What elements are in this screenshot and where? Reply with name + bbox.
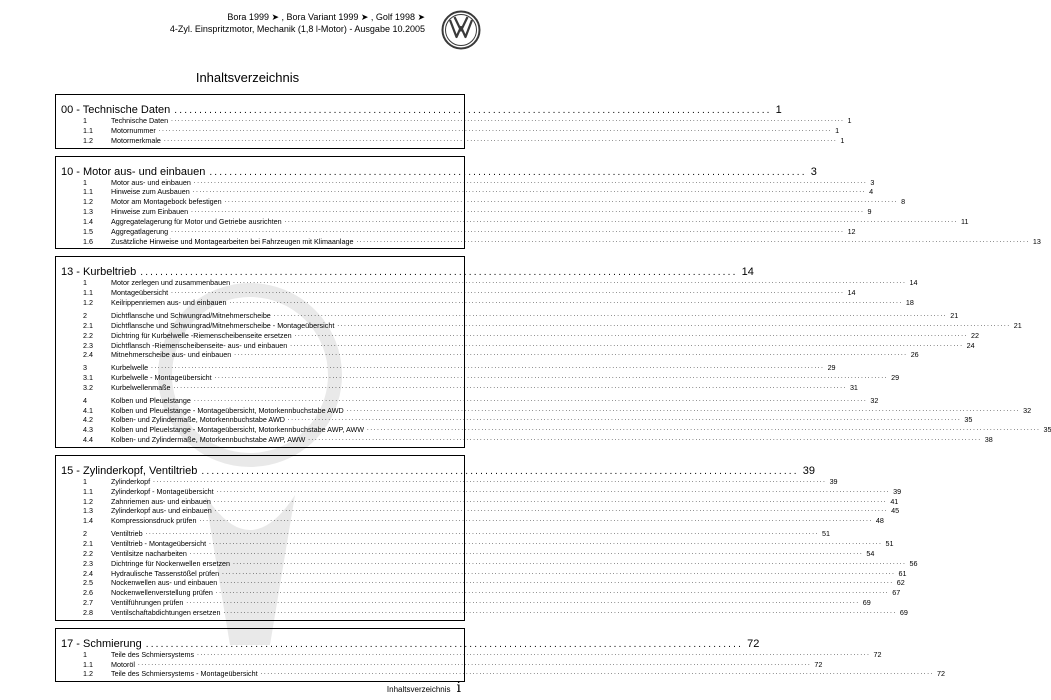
leader-dots: ........................................................................................................................................................................................................ <box>294 331 968 338</box>
leader-dots: ........................................................................................................................................................................................................ <box>337 321 1011 328</box>
entry-number: 4.2 <box>83 415 93 425</box>
footer-label: Inhaltsverzeichnis <box>386 685 451 694</box>
toc-entry[interactable] <box>56 598 871 608</box>
leader-dots: ........................................................................................................................................................................................................ <box>308 436 982 443</box>
leader-dots: ........................................................................................................................................................................................................ <box>158 126 833 133</box>
section-title: 17 - Schmierung <box>61 637 142 650</box>
leader-dots: ........................................................................................................................................................................................................ <box>233 279 907 286</box>
entry-number: 1.1 <box>83 288 93 298</box>
entry-title: Zahnriemen aus- und einbauen <box>111 496 211 506</box>
entry-number: 1.5 <box>83 226 93 236</box>
leader-dots: ........................................................................................................................................................................................................ <box>171 117 845 123</box>
footer-page-number: i <box>456 680 461 696</box>
entry-title: Kolben und Pleuelstange - Montageübersicht, Motorkennbuchstabe AWP, AWW <box>111 425 365 435</box>
entry-page: 3 <box>870 177 875 187</box>
entry-page: 69 <box>899 607 908 617</box>
entry-number: 1.6 <box>83 236 93 246</box>
leader-dots: ........................................................................................................................................................................................................ <box>290 341 964 348</box>
leader-dots: ........................................................................................................................................................................................................ <box>186 599 860 606</box>
leader-dots: ........................................................................................................................................................................................................ <box>197 650 871 657</box>
entry-number: 1.2 <box>83 496 93 506</box>
entry-title: Mitnehmerscheibe aus- und einbauen <box>111 350 232 360</box>
section-page: 14 <box>741 266 754 279</box>
toc-entry[interactable] <box>56 486 902 497</box>
toc-entry[interactable] <box>56 330 979 341</box>
leader-dots: ........................................................................................................................................................................................................ <box>189 549 864 556</box>
entry-page: 1 <box>840 135 845 145</box>
entry-title: Hydraulische Tassenstößel prüfen <box>111 568 220 578</box>
entry-title: Kurbelwelle <box>111 363 149 373</box>
toc-entry[interactable] <box>56 310 959 321</box>
entry-number: 4.4 <box>83 435 93 445</box>
entry-title: Dichtringe für Nockenwellen ersetzen <box>111 558 231 568</box>
toc-section-heading[interactable] <box>56 95 782 116</box>
entry-number: 2.3 <box>83 340 93 350</box>
entry-page: 26 <box>910 350 919 360</box>
toc-entry[interactable] <box>56 226 856 237</box>
entry-title: Dichtflansche und Schwungrad/Mitnehmerscheibe - Montageübersicht <box>111 320 335 330</box>
entry-page: 51 <box>821 529 830 539</box>
entry-title: Nockenwellen aus- und einbauen <box>111 578 218 588</box>
toc-entry[interactable] <box>56 578 905 588</box>
toc-entry[interactable] <box>56 529 830 539</box>
section-title: 15 - Zylinderkopf, Ventiltrieb <box>61 464 198 477</box>
leader-dots: ........................................................................................................................................................................................................ <box>173 383 847 390</box>
toc-section-heading[interactable] <box>56 157 817 178</box>
leader-dots: ........................................................................................................................ <box>174 105 772 116</box>
entry-number: 2.4 <box>83 350 93 360</box>
leader-dots: ........................................................................................................................................................................................................ <box>199 517 873 524</box>
toc-section-heading[interactable] <box>56 629 760 650</box>
entry-title: Teile des Schmiersystems <box>111 649 195 659</box>
entry-number: 1 <box>83 476 87 486</box>
entry-number: 1.2 <box>83 135 93 145</box>
leader-dots: ........................................................................................................................ <box>145 638 744 650</box>
entry-page: 21 <box>1013 320 1022 330</box>
entry-page: 72 <box>873 649 882 659</box>
toc-entry[interactable] <box>56 607 908 618</box>
entry-title: Keilrippenriemen aus- und einbauen <box>111 298 227 308</box>
entry-title: Teile des Schmiersystems - Montageübersicht <box>111 669 258 679</box>
entry-title: Aggregatelagerung für Motor und Getriebe ausrichten <box>111 216 282 226</box>
leader-dots: ........................................................................................................................................................................................................ <box>163 136 838 143</box>
section-page: 1 <box>775 104 782 116</box>
entry-title: Kolben- und Zylindermaße, Motorkennbuchstabe AWP, AWW <box>111 435 306 445</box>
leader-dots: ........................................................................................................................................................................................................ <box>137 660 812 667</box>
entry-page: 18 <box>905 298 914 308</box>
toc-section <box>55 156 1041 250</box>
entry-number: 2.4 <box>83 568 93 578</box>
leader-dots: ........................................................................................................................ <box>201 465 799 477</box>
toc-entry[interactable] <box>56 320 1022 331</box>
entry-title: Kurbelwellenmaße <box>111 382 171 392</box>
entry-page: 31 <box>849 382 858 392</box>
leader-dots: ........................................................................................................................................................................................................ <box>284 217 959 224</box>
entry-title: Kolben und Pleuelstange - Montageübersicht, Motorkennbuchstabe AWD <box>111 405 344 415</box>
entry-page: 13 <box>1032 236 1041 246</box>
toc-entry[interactable] <box>56 516 884 526</box>
entry-number: 2 <box>83 529 87 539</box>
leader-dots: ........................................................................................................................................................................................................ <box>193 396 868 403</box>
entry-page: 35 <box>1043 425 1051 435</box>
page-header <box>0 8 495 60</box>
entry-number: 4 <box>83 395 87 405</box>
toc-entry[interactable] <box>56 340 975 351</box>
entry-title: Dichtflansche und Schwungrad/Mitnehmerscheibe <box>111 310 271 320</box>
leader-dots: ........................................................................................................................................................................................................ <box>367 426 1041 433</box>
entry-number: 1.1 <box>83 187 93 197</box>
toc-section <box>55 455 918 621</box>
toc-entry[interactable] <box>56 496 899 507</box>
entry-title: Kompressionsdruck prüfen <box>111 516 197 526</box>
leader-dots: ........................................................................................................................................................................................................ <box>151 364 825 371</box>
entry-title: Montageübersicht <box>111 288 169 298</box>
toc-entry[interactable] <box>56 177 875 188</box>
leader-dots: ........................................................................................................................................................................................................ <box>153 477 827 484</box>
entry-number: 1 <box>83 116 87 125</box>
entry-page: 14 <box>847 288 856 298</box>
entry-page: 56 <box>909 558 918 568</box>
leader-dots: ........................................................................................................................................................................................................ <box>260 670 935 677</box>
entry-number: 1.1 <box>83 486 93 496</box>
toc-entry[interactable] <box>56 135 845 146</box>
entry-page: 69 <box>862 598 871 608</box>
entry-page: 29 <box>891 373 900 383</box>
entry-title: Motor aus- und einbauen <box>111 177 191 187</box>
entry-title: Kolben- und Zylindermaße, Motorkennbuchstabe AWD <box>111 415 285 425</box>
leader-dots: ........................................................................................................................................................................................................ <box>273 311 948 318</box>
section-page: 39 <box>802 464 816 477</box>
entry-title: Kurbelwelle - Montageübersicht <box>111 373 212 383</box>
entry-page: 41 <box>890 496 899 506</box>
leader-dots: ........................................................................................................................................................................................................ <box>215 589 890 596</box>
entry-number: 1.4 <box>83 516 93 526</box>
leader-dots: ........................................................................................................................................................................................................ <box>192 188 867 195</box>
toc-entry[interactable] <box>56 363 836 373</box>
toc-entry[interactable] <box>56 558 918 569</box>
section-title: 10 - Motor aus- und einbauen <box>61 165 206 178</box>
leader-dots: ........................................................................................................................................................................................................ <box>223 608 897 615</box>
leader-dots: ........................................................................................................................................................................................................ <box>214 507 889 514</box>
entry-title: Motor am Montagebock befestigen <box>111 197 222 207</box>
entry-title: Dichtring für Kurbelwelle -Riemenscheibenseite ersetzen <box>111 330 292 340</box>
leader-dots: ........................................................................................................................................................................................................ <box>171 227 845 234</box>
entry-page: 32 <box>870 395 879 405</box>
leader-dots: ........................................................................................................................................................................................................ <box>193 178 868 185</box>
leader-dots: ........................................................................................................................................................................................................ <box>229 299 903 306</box>
entry-number: 2.6 <box>83 588 93 598</box>
toc-entry[interactable] <box>56 659 823 670</box>
toc-entry[interactable] <box>56 350 919 360</box>
entry-page: 1 <box>835 125 840 135</box>
toc-section <box>55 256 1051 448</box>
entry-title: Zylinderkopf aus- und einbauen <box>111 506 212 516</box>
leader-dots: ........................................................................................................................................................................................................ <box>224 198 899 205</box>
entry-title: Ventiltrieb <box>111 529 143 539</box>
toc-entry[interactable] <box>56 125 840 136</box>
entry-page: 67 <box>892 588 901 598</box>
entry-number: 2.8 <box>83 607 93 617</box>
header-models: Bora 1999 ➤ , Bora Variant 1999 ➤ , Golf 1998 ➤ <box>227 12 425 22</box>
toc-entry[interactable] <box>56 588 901 598</box>
section-page: 3 <box>810 165 817 178</box>
header-engine: 4-Zyl. Einspritzmotor, Mechanik (1,8 l-Motor) - Ausgabe 10.2005 <box>169 24 425 34</box>
entry-page: 14 <box>909 278 918 288</box>
entry-page: 29 <box>827 363 836 373</box>
page-footer <box>387 682 461 694</box>
leader-dots: ........................................................................................................................................................................................................ <box>191 208 865 215</box>
entry-title: Technische Daten <box>111 116 169 125</box>
toc-entry[interactable] <box>56 197 906 207</box>
entry-title: Motormerkmale <box>111 135 161 145</box>
entry-page: 39 <box>893 486 902 496</box>
entry-title: Ventilsitze nacharbeiten <box>111 548 187 558</box>
toc-entry[interactable] <box>56 548 875 559</box>
toc-entry[interactable] <box>56 382 858 393</box>
entry-number: 1.1 <box>83 659 93 669</box>
leader-dots: ........................................................................................................................................................................................................ <box>287 416 962 423</box>
entry-title: Aggregatlagerung <box>111 226 169 236</box>
entry-page: 61 <box>898 568 907 578</box>
entry-number: 3.1 <box>83 373 93 383</box>
entry-page: 9 <box>867 207 872 217</box>
leader-dots: ........................................................................................................................................................................................................ <box>216 487 891 494</box>
entry-title: Kolben und Pleuelstange <box>111 395 191 405</box>
leader-dots: ........................................................................................................................ <box>140 267 738 279</box>
entry-title: Zylinderkopf - Montageübersicht <box>111 486 214 496</box>
entry-page: 62 <box>896 578 905 588</box>
entry-number: 1 <box>83 177 87 187</box>
toc-entry[interactable] <box>56 278 918 288</box>
toc-section-heading[interactable] <box>56 257 754 279</box>
entry-number: 4.1 <box>83 405 93 415</box>
section-page: 72 <box>747 637 760 650</box>
entry-page: 1 <box>847 116 852 125</box>
toc-entry[interactable] <box>56 373 900 383</box>
toc-entry[interactable] <box>56 435 993 445</box>
toc-entry[interactable] <box>56 476 838 487</box>
entry-page: 4 <box>869 187 874 197</box>
leader-dots: ........................................................................................................................................................................................................ <box>233 559 907 566</box>
leader-dots: ........................................................................................................................................................................................................ <box>145 530 819 537</box>
toc-entry[interactable] <box>56 405 1032 416</box>
entry-page: 22 <box>970 330 979 340</box>
toc-entry[interactable] <box>56 116 852 126</box>
entry-number: 2.1 <box>83 539 93 548</box>
entry-page: 51 <box>885 539 894 548</box>
entry-number: 1.1 <box>83 125 93 135</box>
entry-page: 24 <box>966 340 975 350</box>
toc-entry[interactable] <box>56 539 894 549</box>
vw-logo-icon <box>441 10 481 50</box>
leader-dots: ........................................................................................................................................................................................................ <box>213 497 888 504</box>
entry-number: 1.2 <box>83 197 93 207</box>
entry-title: Motoröl <box>111 659 135 669</box>
leader-dots: ........................................................................................................................................................................................................ <box>346 406 1021 413</box>
section-title: 13 - Kurbeltrieb <box>61 266 137 279</box>
entry-number: 2.2 <box>83 548 93 558</box>
toc-entry[interactable] <box>56 415 973 425</box>
entry-page: 54 <box>866 548 875 558</box>
leader-dots: ........................................................................................................................................................................................................ <box>214 374 889 381</box>
entry-number: 1.2 <box>83 298 93 308</box>
entry-number: 1.3 <box>83 506 93 516</box>
entry-page: 21 <box>950 310 959 320</box>
entry-page: 32 <box>1023 405 1032 415</box>
toc-entry[interactable] <box>56 236 1041 247</box>
entry-title: Ventiltrieb - Montageübersicht <box>111 539 207 548</box>
toc-entry[interactable] <box>56 207 872 217</box>
entry-title: Hinweise zum Ausbauen <box>111 187 190 197</box>
entry-number: 2.7 <box>83 598 93 608</box>
entry-title: Motor zerlegen und zusammenbauen <box>111 278 231 288</box>
entry-page: 48 <box>875 516 884 526</box>
entry-title: Ventilschaftabdichtungen ersetzen <box>111 607 221 617</box>
entry-page: 39 <box>829 476 838 486</box>
page-title: Inhaltsverzeichnis <box>195 70 300 85</box>
leader-dots: ........................................................................................................................................................................................................ <box>171 289 845 296</box>
leader-dots: ........................................................................................................................................................................................................ <box>220 579 894 586</box>
leader-dots: ........................................................................................................................................................................................................ <box>234 351 908 358</box>
leader-dots: ........................................................................................................................................................................................................ <box>356 237 1030 244</box>
leader-dots: ........................................................................................................................................................................................................ <box>209 540 883 546</box>
entry-number: 1.3 <box>83 207 93 217</box>
entry-page: 8 <box>901 197 906 207</box>
toc-entry[interactable] <box>56 669 946 679</box>
entry-number: 1 <box>83 278 87 288</box>
entry-page: 45 <box>891 506 900 516</box>
entry-number: 4.3 <box>83 425 93 435</box>
leader-dots: ........................................................................................................................ <box>209 166 807 178</box>
entry-title: Dichtflansch -Riemenscheibenseite- aus- und einbauen <box>111 340 288 350</box>
entry-number: 3.2 <box>83 382 93 392</box>
entry-page: 12 <box>847 226 856 236</box>
toc-entry[interactable] <box>56 298 914 308</box>
toc-entry[interactable] <box>56 568 907 579</box>
toc-section <box>55 628 946 683</box>
toc-entry[interactable] <box>56 395 879 406</box>
toc-entry[interactable] <box>56 506 900 516</box>
section-title: 00 - Technische Daten <box>61 104 171 116</box>
entry-title: Zusätzliche Hinweise und Montagearbeiten bei Fahrzeugen mit Klimaanlage <box>111 236 354 246</box>
toc-entry[interactable] <box>56 425 1051 435</box>
entry-number: 2 <box>83 310 87 320</box>
leader-dots: ........................................................................................................................................................................................................ <box>222 569 896 576</box>
entry-number: 2.3 <box>83 558 93 568</box>
entry-number: 2.5 <box>83 578 93 588</box>
entry-title: Ventilführungen prüfen <box>111 598 184 608</box>
entry-page: 35 <box>964 415 973 425</box>
table-of-contents <box>55 94 1051 689</box>
toc-section <box>55 94 852 149</box>
entry-page: 11 <box>961 216 969 226</box>
toc-entry[interactable] <box>56 288 856 298</box>
toc-entry[interactable] <box>56 216 969 227</box>
entry-number: 1 <box>83 649 87 659</box>
entry-number: 1.4 <box>83 216 93 226</box>
entry-page: 72 <box>814 659 823 669</box>
toc-entry[interactable] <box>56 187 874 197</box>
toc-entry[interactable] <box>56 649 882 660</box>
entry-title: Nockenwellenverstellung prüfen <box>111 588 213 598</box>
toc-section-heading[interactable] <box>56 456 816 477</box>
entry-number: 1.2 <box>83 669 93 679</box>
entry-title: Hinweise zum Einbauen <box>111 207 189 217</box>
entry-title: Motornummer <box>111 125 156 135</box>
entry-number: 2.2 <box>83 330 93 340</box>
entry-page: 38 <box>984 435 993 445</box>
entry-number: 2.1 <box>83 320 93 330</box>
entry-number: 3 <box>83 363 87 373</box>
entry-page: 72 <box>937 669 946 679</box>
entry-title: Zylinderkopf <box>111 476 151 486</box>
